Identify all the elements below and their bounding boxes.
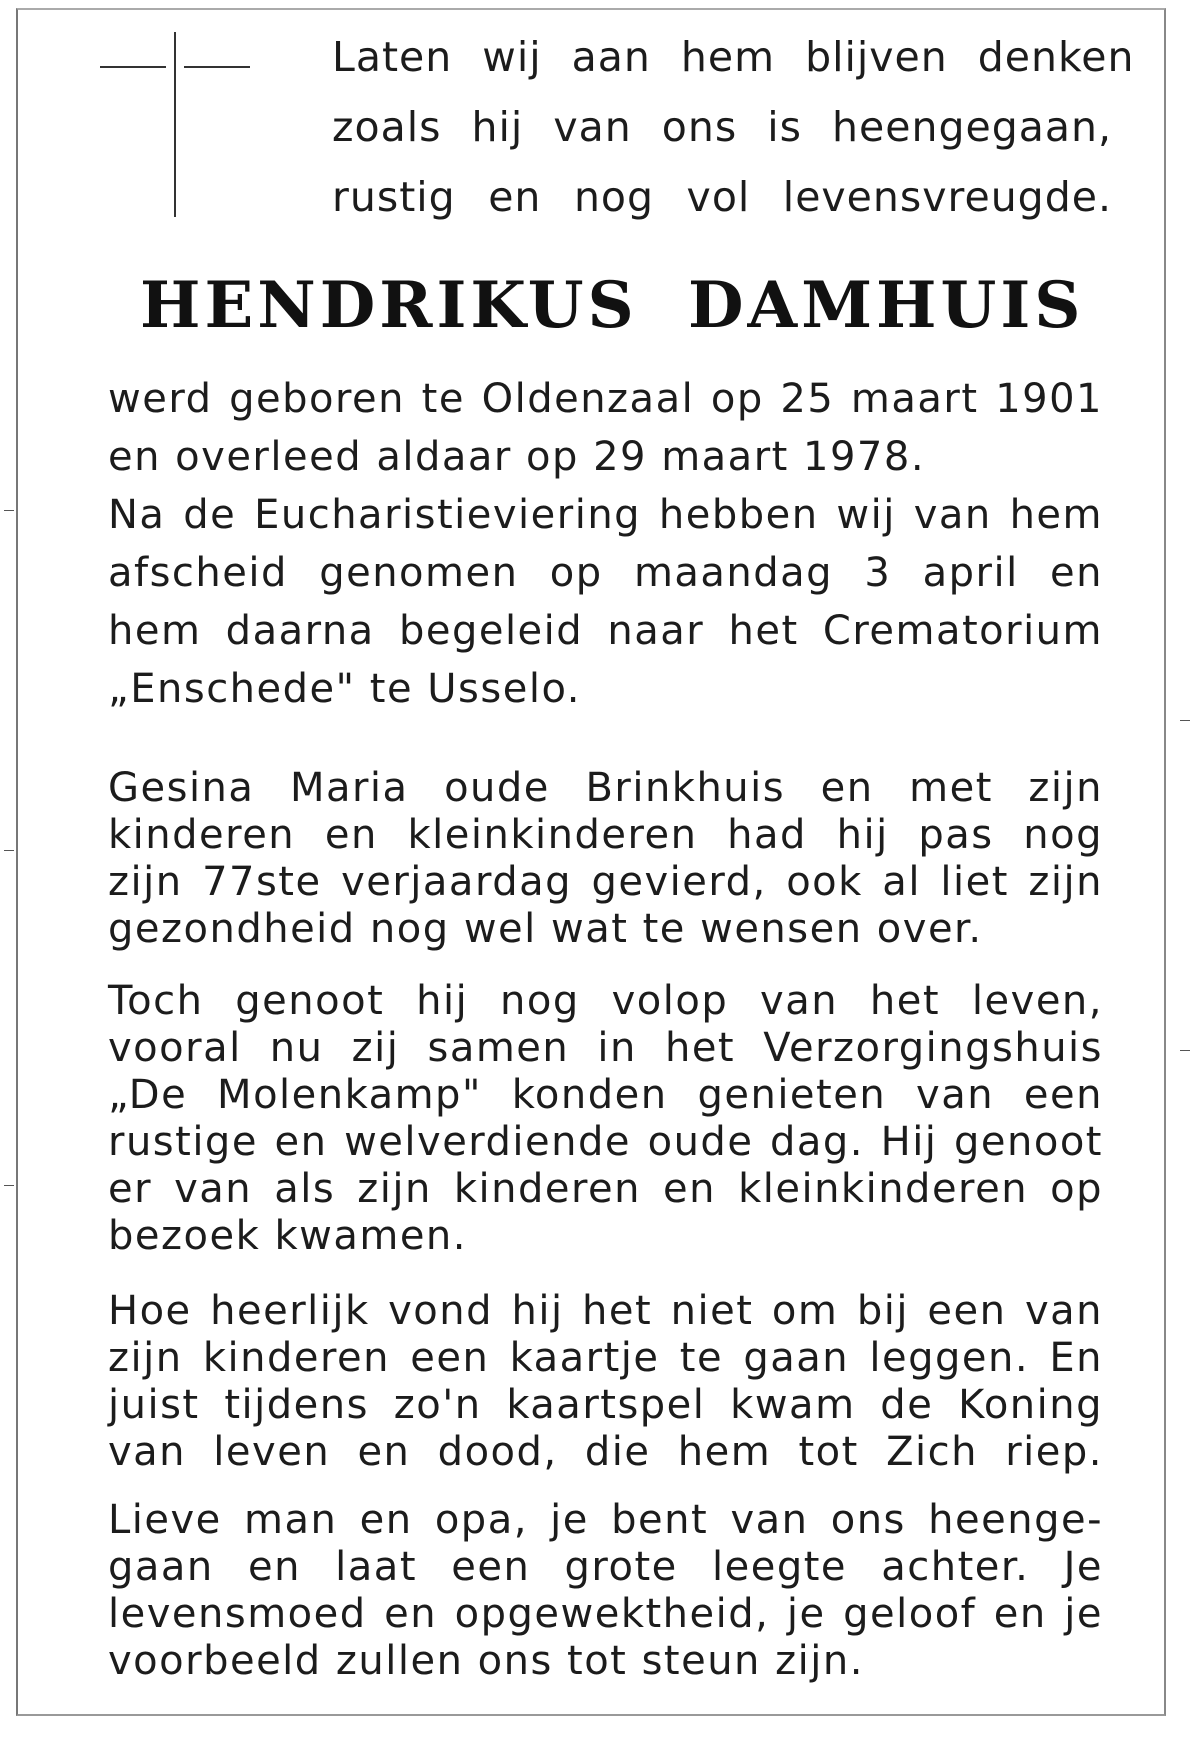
cross-vertical-bar bbox=[174, 32, 176, 217]
text-line: gezondheid nog wel wat te wensen over. bbox=[108, 906, 983, 952]
text-line: Hoe heerlijk vond hij het niet om bij een van bbox=[108, 1288, 1103, 1334]
text-line: Lieve man en opa, je bent van ons heenge- bbox=[108, 1497, 1103, 1543]
poem-line: rustig en nog vol levensvreugde. bbox=[332, 173, 1112, 221]
scan-mark bbox=[1180, 1050, 1190, 1051]
intro-paragraph bbox=[108, 370, 1103, 718]
paragraph-family bbox=[108, 765, 1103, 953]
poem-line: zoals hij van ons is heengegaan, bbox=[332, 103, 1112, 151]
cross-right-arm bbox=[184, 66, 250, 68]
scan-mark bbox=[4, 1185, 14, 1186]
paragraph-farewell bbox=[108, 1497, 1103, 1685]
scan-mark bbox=[1180, 720, 1190, 721]
paragraph-cards bbox=[108, 1288, 1103, 1476]
text-line: „Enschede" te Usselo. bbox=[108, 666, 581, 712]
scan-mark bbox=[4, 850, 14, 851]
text-line: gaan en laat een grote leegte achter. Je bbox=[108, 1544, 1103, 1590]
poem bbox=[332, 22, 1135, 232]
text-line: vooral nu zij samen in het Verzorgingshuis bbox=[108, 1025, 1103, 1071]
paragraph-molenkamp bbox=[108, 978, 1103, 1260]
memorial-card bbox=[16, 8, 1166, 1716]
text-line: werd geboren te Oldenzaal op 25 maart 1901 bbox=[108, 376, 1103, 422]
text-line: zijn kinderen een kaartje te gaan leggen. En bbox=[108, 1335, 1103, 1381]
text-line: rustige en welverdiende oude dag. Hij genoot bbox=[108, 1119, 1103, 1165]
text-line: en overleed aldaar op 29 maart 1978. bbox=[108, 434, 926, 480]
poem-line: Laten wij aan hem blijven denken bbox=[332, 33, 1135, 81]
text-line: juist tijdens zo'n kaartspel kwam de Koning bbox=[108, 1382, 1103, 1428]
cross-icon bbox=[100, 32, 250, 222]
text-line: levensmoed en opgewektheid, je geloof en je bbox=[108, 1591, 1103, 1637]
text-line: Toch genoot hij nog volop van het leven, bbox=[108, 978, 1103, 1024]
deceased-name: HENDRIKUS DAMHUIS bbox=[140, 268, 1085, 343]
text-line: „De Molenkamp" konden genieten van een bbox=[108, 1072, 1103, 1118]
cross-left-arm bbox=[100, 66, 166, 68]
text-line: bezoek kwamen. bbox=[108, 1213, 467, 1259]
text-line: kinderen en kleinkinderen had hij pas nog bbox=[108, 812, 1103, 858]
text-line: voorbeeld zullen ons tot steun zijn. bbox=[108, 1638, 864, 1684]
text-line: Gesina Maria oude Brinkhuis en met zijn bbox=[108, 765, 1103, 811]
scan-mark bbox=[4, 510, 14, 511]
text-line: van leven en dood, die hem tot Zich riep. bbox=[108, 1429, 1103, 1475]
text-line: er van als zijn kinderen en kleinkinderen op bbox=[108, 1166, 1103, 1212]
text-line: hem daarna begeleid naar het Crematorium bbox=[108, 608, 1103, 654]
text-line: zijn 77ste verjaardag gevierd, ook al liet zijn bbox=[108, 859, 1103, 905]
text-line: Na de Eucharistieviering hebben wij van hem bbox=[108, 492, 1103, 538]
text-line: afscheid genomen op maandag 3 april en bbox=[108, 550, 1103, 596]
